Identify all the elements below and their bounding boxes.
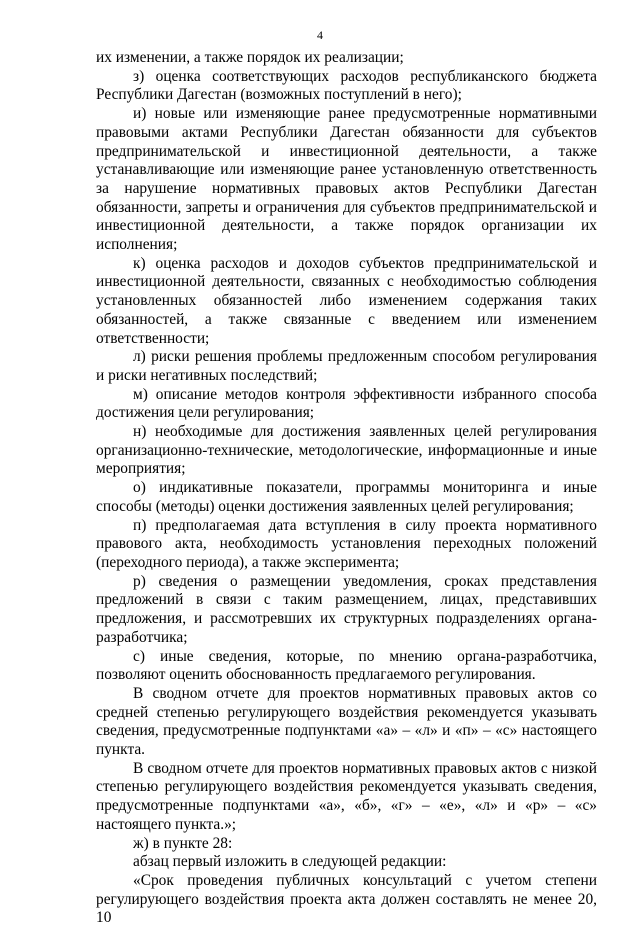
paragraph-item-n: н) необходимые для достижения заявленных целей регулирования организационно-технические, методологические, информационные и иные мероприятия;	[96, 423, 597, 478]
paragraph-item-l: л) риски решения проблемы предложенным способом регулирования и риски негативных последствий;	[96, 348, 597, 384]
page-number: 4	[317, 28, 323, 42]
paragraph-item-i: и) новые или изменяющие ранее предусмотренные нормативными правовыми актами Республики Дагестан обязанности для субъектов предпринимательской и инвестиционной деятельности, а также устанавливающие или изменяющие ранее установленную ответственность за нарушение нормативных правовых актов Республики Дагестан обязанности, запреты и ограничения для субъектов предпринимательской и инвестиционной деятельности, а также порядок организации их исполнения;	[96, 105, 597, 254]
paragraph-continuation: их изменении, а также порядок их реализации;	[96, 49, 404, 66]
paragraph-item-zh: ж) в пункте 28:	[133, 834, 233, 852]
paragraph-item-r: р) сведения о размещении уведомления, сроках представления предложений в связи с таким размещением, лицах, представивших предложения, и рассмотревших их структурных подразделениях органа-разработчика;	[96, 572, 597, 646]
document-body	[96, 49, 597, 928]
paragraph-medium-impact: В сводном отчете для проектов нормативных правовых актов со средней степенью регулирующего воздействия рекомендуется указывать сведения, предусмотренные подпунктами «а» – «л» и «п» – «с» настоящего пункта.	[96, 684, 597, 759]
paragraph-item-z: з) оценка соответствующих расходов республиканского бюджета Республики Дагестан (возможных поступлений в него);	[96, 67, 597, 104]
paragraph-item-s: с) иные сведения, которые, по мнению органа-разработчика, позволяют оценить обоснованность предлагаемого регулирования.	[96, 647, 597, 684]
paragraph-item-m: м) описание методов контроля эффективности избранного способа достижения цели регулирования;	[96, 385, 597, 422]
paragraph-first-abzac: абзац первый изложить в следующей редакции:	[133, 853, 447, 871]
paragraph-low-impact: В сводном отчете для проектов нормативных правовых актов с низкой степенью регулирующего воздействия рекомендуется указывать сведения, предусмотренные подпунктами «а», «б», «г» – «е», «л» и «р» – «с» настоящего пункта.»;	[96, 759, 597, 833]
paragraph-item-o: о) индикативные показатели, программы мониторинга и иные способы (методы) оценки достижения заявленных целей регулирования;	[96, 479, 597, 515]
paragraph-item-k: к) оценка расходов и доходов субъектов предпринимательской и инвестиционной деятельности, связанных с необходимостью соблюдения установленных обязанностей либо изменением содержания таких обязанностей, а также связанные с введением или изменением ответственности;	[96, 254, 597, 347]
paragraph-item-p: п) предполагаемая дата вступления в силу проекта нормативного правового акта, необходимость установления переходных положений (переходного периода), а также эксперимента;	[96, 516, 597, 571]
paragraph-quote-start: «Срок проведения публичных консультаций с учетом степени регулирующего воздействия проекта акта должен составлять не менее 20, 10	[96, 871, 597, 927]
